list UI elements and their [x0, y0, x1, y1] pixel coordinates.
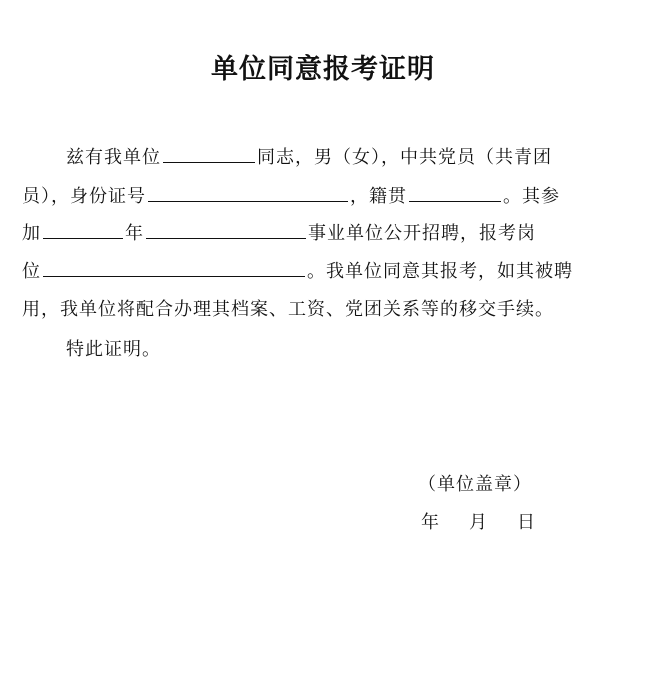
month-label: 月 — [469, 512, 487, 533]
id-number-blank[interactable] — [148, 183, 348, 202]
text-segment: 事业单位公开招聘，报考岗 — [308, 223, 536, 244]
text-segment: ，籍贯 — [350, 186, 407, 207]
year-blank[interactable] — [43, 220, 123, 239]
text-segment: 。我单位同意其报考，如其被聘 — [307, 261, 573, 282]
name-blank[interactable] — [163, 144, 255, 163]
day-label: 日 — [517, 512, 535, 533]
exam-name-blank[interactable] — [146, 220, 306, 239]
position-blank[interactable] — [43, 258, 305, 277]
unit-stamp-label: （单位盖章） — [418, 474, 532, 495]
text-segment: 加 — [22, 223, 41, 244]
body-line-2 — [22, 180, 560, 214]
body-line-3 — [22, 217, 536, 251]
body-line-5: 用，我单位将配合办理其档案、工资、党团关系等的移交手续。 — [22, 299, 554, 320]
body-line-1 — [66, 141, 552, 175]
text-segment: 员），身份证号 — [22, 186, 146, 207]
text-segment: 同志，男（女），中共党员（共青团 — [257, 147, 552, 168]
text-segment: 位 — [22, 261, 41, 282]
body-line-6: 特此证明。 — [66, 339, 161, 360]
date-line — [421, 507, 535, 539]
text-segment: 兹有我单位 — [66, 147, 161, 168]
text-segment: 。其参 — [503, 186, 560, 207]
year-label: 年 — [421, 512, 439, 533]
text-segment: 年 — [125, 223, 144, 244]
body-line-4 — [22, 255, 573, 289]
document-title: 单位同意报考证明 — [211, 54, 435, 85]
native-place-blank[interactable] — [409, 183, 501, 202]
